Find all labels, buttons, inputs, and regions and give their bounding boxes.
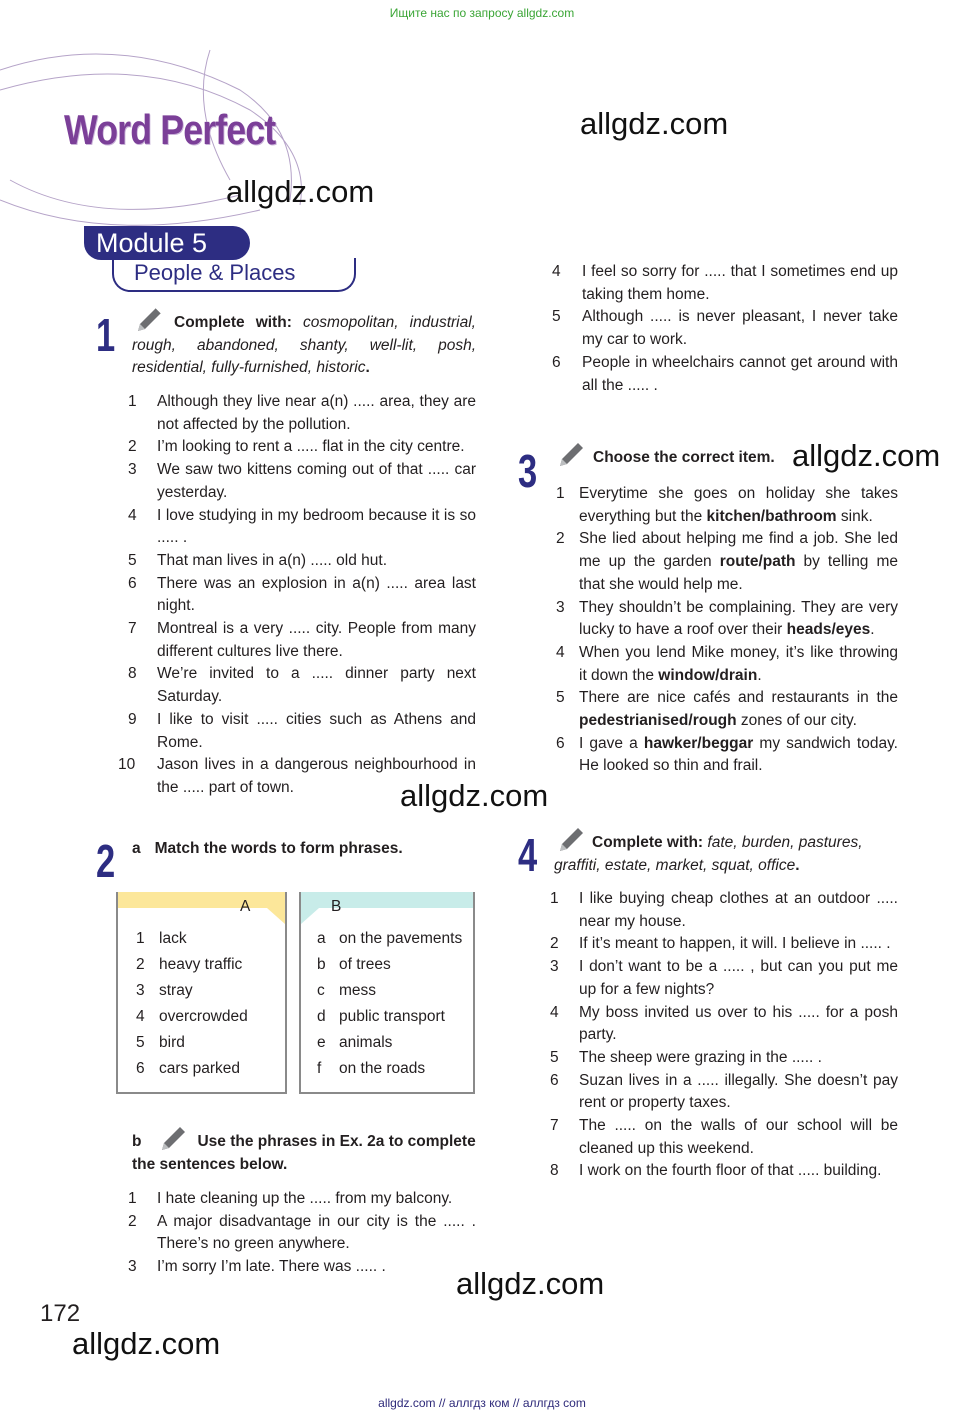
instruction-label: Complete with: [174,314,292,331]
exercise-2-number: 2 [96,835,116,887]
column-b-item: a on the pavements [317,930,463,947]
pencil-icon [556,440,586,470]
continued-list [552,261,898,397]
exercise-3-instruction: Choose the correct item. [593,449,775,466]
column-b-box [299,892,475,1094]
exercise-1-list [118,391,476,800]
column-a-item: 4 overcrowded [136,1008,248,1025]
column-b-item: f on the roads [317,1060,426,1077]
column-b-item: d public transport [317,1008,445,1025]
watermark: allgdz.com [580,106,729,141]
watermark: allgdz.com [792,438,941,473]
watermark: allgdz.com [226,174,375,209]
column-a-item: 2 heavy traffic [136,956,243,973]
list-item: 1 Although they live near a(n) ..... area, they are not affected by the pollution. [128,393,476,433]
list-item: 7 The ..... on the walls of our school will be cleaned up this weekend. [550,1117,898,1157]
column-a-item: 6 cars parked [136,1060,240,1077]
list-item: 6 I gave a hawker/beggar my sandwich today. He looked so thin and frail. [556,734,898,775]
list-item: 4 When you lend Mike money, it’s like throwing it down the window/drain. [556,643,898,684]
list-item: 5 That man lives in a(n) ..... old hut. [128,551,388,569]
list-item: 6 There was an explosion in a(n) ..... area last night. [128,574,476,615]
column-a-box [116,892,287,1094]
exercise-2a-instruction: a Match the words to form phrases. [132,840,403,857]
list-item: 3 I don’t want to be a ..... , but can you put me up for a few nights? [550,958,898,998]
list-item: 2 A major disadvantage in our city is the ..... . There’s no green anywhere. [128,1212,476,1253]
watermark: allgdz.com [456,1266,605,1301]
list-item: 1 Everytime she goes on holiday she takes everything but the kitchen/bathroom sink. [556,485,898,525]
exercise-1-instruction: Complete with: cosmopolitan, industrial, rough, abandoned, shanty, well-lit, posh, residential, fully-furnished, historic. [132,314,476,376]
list-item: 8 We’re invited to a ..... dinner party next Saturday. [128,665,476,706]
list-item: 5 There are nice cafés and restaurants in the pedestrianised/rough zones of our city. [556,689,898,730]
exercise-1-number: 1 [96,309,116,361]
top-note: Ищите нас по запросу allgdz.com [389,6,575,20]
list-item: 1 I hate cleaning up the ..... from my balcony. [128,1190,453,1207]
list-item: 10 Jason lives in a dangerous neighbourhood in the ..... part of town. [118,756,476,796]
list-item: 1 I like buying cheap clothes at an outdoor ..... near my house. [550,890,898,930]
list-item: 2 If it’s meant to happen, it will. I believe in ..... . [550,935,891,953]
list-item: 3 I’m sorry I’m late. There was ..... . [128,1258,386,1276]
exercise-3-number: 3 [518,445,538,497]
exercise-2b-list [118,1188,476,1279]
list-item: 2 She lied about helping me find a job. She led me up the garden route/path by telling me that she would help me. [556,530,898,593]
list-item: 3 We saw two kittens coming out of that ..... car yesterday. [128,461,476,501]
list-item: 5 Although ..... is never pleasant, I never take my car to work. [552,308,898,349]
column-a-item: 1 lack [136,930,187,947]
exercise-4-number: 4 [518,829,538,881]
list-item: 9 I like to visit ..... cities such as Athens and Rome. [128,710,476,751]
exercise-2b-instruction: b Use the phrases in Ex. 2a to complete the sentences below. [132,1133,476,1173]
book-title: Word Perfect [64,106,276,153]
list-item: 6 Suzan lives in a ..... illegally. She doesn’t pay rent or property taxes. [550,1071,898,1112]
module-subtitle: People & Places [112,258,356,292]
column-a-item: 5 bird [136,1034,185,1051]
list-item: 7 Montreal is a very ..... city. People from many different cultures live there. [128,620,476,660]
list-item: 4 My boss invited us over to his ..... for a posh party. [550,1003,898,1044]
exercise-3-list [552,483,898,778]
list-item: 5 The sheep were grazing in the ..... . [550,1048,822,1066]
list-item: 4 I feel so sorry for ..... that I sometimes end up taking them home. [552,263,898,303]
list-item: 4 I love studying in my bedroom because it is so ..... . [128,506,476,547]
watermark: allgdz.com [72,1326,221,1361]
column-a-item: 3 stray [136,982,193,999]
bottom-note: allgdz.com // аллгдз ком // аллгдз com [378,1396,586,1410]
module-label: Module 5 [84,226,250,260]
exercise-4-list [550,888,898,1183]
word-list: cosmopolitan, industrial, rough, abandoned, shanty, well-lit, posh, residential, fully-furnished, historic [132,314,476,376]
column-a-header: A [118,892,285,908]
list-item: 8 I work on the fourth floor of that ..... building. [550,1162,882,1180]
watermark: allgdz.com [400,778,549,813]
column-b-item: b of trees [317,956,391,973]
column-b-header: B [301,892,473,908]
page-number: 172 [40,1300,81,1327]
exercise-4-instruction: Complete with: fate, burden, pastures, graffiti, estate, market, squat, office. [554,834,863,874]
column-b-item: e animals [317,1034,393,1051]
column-b-item: c mess [317,982,377,999]
list-item: 6 People in wheelchairs cannot get around with all the ..... . [552,353,898,394]
list-item: 2 I’m looking to rent a ..... flat in the city centre. [128,438,465,456]
list-item: 3 They shouldn’t be complaining. They are very lucky to have a roof over their heads/eyes. [556,598,898,639]
